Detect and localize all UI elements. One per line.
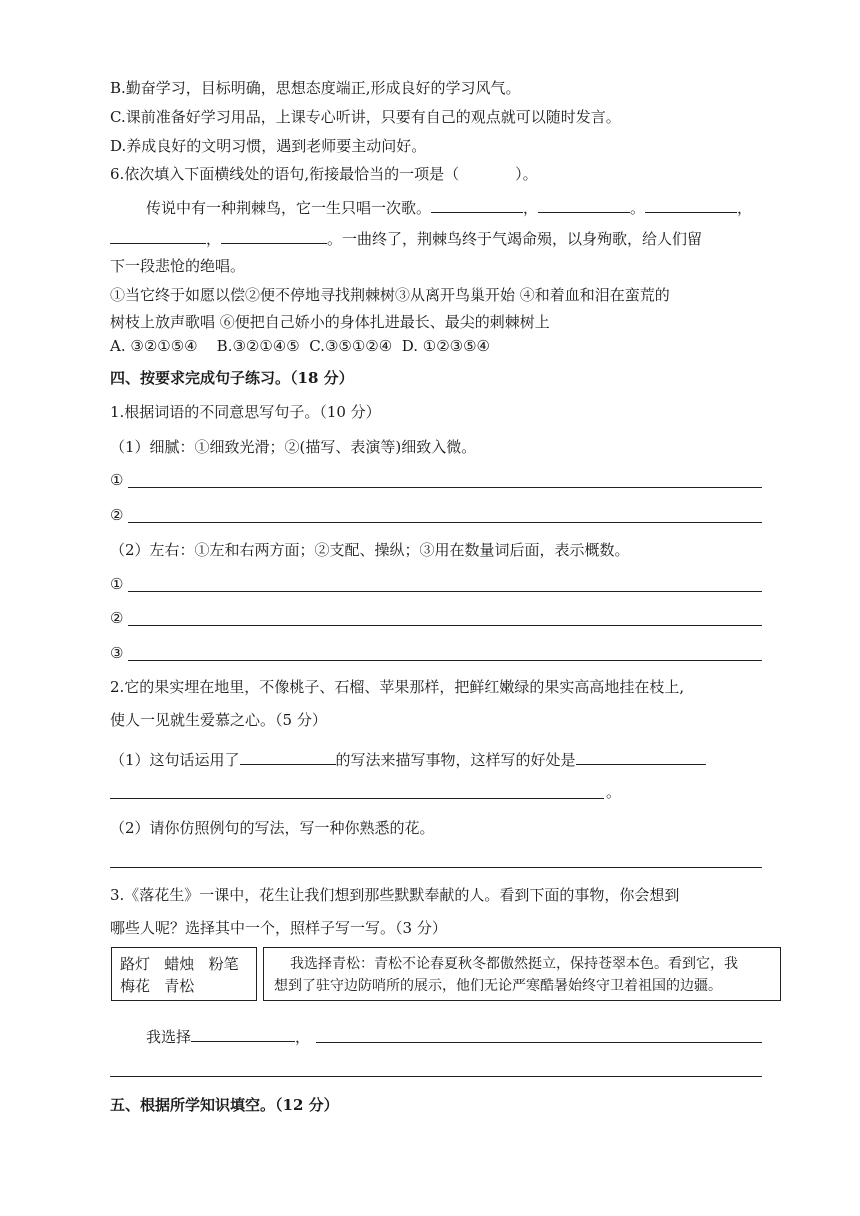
choice-blank[interactable] — [191, 1025, 295, 1042]
technique-blank[interactable] — [240, 748, 336, 765]
q6-blank-5[interactable] — [221, 227, 327, 244]
word-options-row2: 梅花 青松 — [120, 977, 195, 995]
choose-prompt: 我选择 ， — [146, 1025, 310, 1047]
q6-paragraph-line3: 下一段悲怆的绝唱。 — [110, 257, 246, 275]
q6-prompt: 6.依次填入下面横线处的语句,衔接最恰当的一项是（ ）。 — [110, 165, 538, 183]
answer-marker: ② — [110, 506, 124, 524]
answer-line[interactable] — [128, 522, 762, 523]
q6-paragraph-line1: 传说中有一种荆棘鸟，它一生只唱一次歌。 ， 。 ， — [146, 196, 752, 218]
q5-option-b: B.勤奋学习，目标明确，思想态度端正,形成良好的学习风气。 — [110, 79, 521, 97]
q4-3-line1: 3.《落花生》一课中，花生让我们想到那些默默奉献的人。看到下面的事物，你会想到 — [110, 886, 680, 904]
answer-line[interactable] — [128, 487, 762, 488]
q4-3-line2: 哪些人呢？选择其中一个，照样子写一写。（3 分） — [110, 919, 447, 937]
q5-option-c: C.课前准备好学习用品，上课专心听讲，只要有自己的观点就可以随时发言。 — [110, 108, 621, 126]
q4-2-line1: 2.它的果实埋在地里，不像桃子、石榴、苹果那样，把鲜红嫩绿的果实高高地挂在枝上, — [110, 678, 685, 696]
q6-items-line1: ①当它终于如愿以偿②便不停地寻找荆棘树③从离开鸟巢开始 ④和着血和泪在蛮荒的 — [110, 286, 670, 304]
word-options-box — [111, 947, 257, 1001]
answer-line[interactable] — [316, 1042, 762, 1043]
q4-2-line2: 使人一见就生爱慕之心。（5 分） — [110, 711, 327, 729]
q6-items-line2: 树枝上放声歌唱 ⑥便把自己娇小的身体扎进最长、最尖的刺棘树上 — [110, 313, 550, 331]
answer-line[interactable] — [128, 660, 762, 661]
word-options-row1: 路灯 蜡烛 粉笔 — [120, 955, 239, 973]
example-line1: 我选择青松：青松不论春夏秋冬都傲然挺立，保持苍翠本色。看到它，我 — [290, 956, 738, 972]
answer-marker: ③ — [110, 644, 124, 662]
q6-blank-3[interactable] — [645, 196, 737, 213]
answer-line[interactable] — [110, 798, 604, 799]
q4-2-2-prompt: （2）请你仿照例句的写法，写一种你熟悉的花。 — [110, 819, 435, 837]
q6-blank-1[interactable] — [431, 196, 523, 213]
answer-line[interactable] — [110, 867, 762, 868]
q6-blank-4[interactable] — [110, 227, 206, 244]
q4-1-title: 1.根据词语的不同意思写句子。（10 分） — [110, 403, 381, 421]
q6-paragraph-line2: ， 。一曲终了，荆棘鸟终于气竭命殒，以身殉歌，给人们留 — [110, 227, 702, 249]
q4-1-2-prompt: （2）左右：①左和右两方面；②支配、操纵；③用在数量词后面，表示概数。 — [110, 541, 630, 559]
answer-line[interactable] — [128, 591, 762, 592]
example-box — [263, 947, 781, 1001]
period-mark: 。 — [606, 783, 622, 801]
section-5-title: 五、根据所学知识填空。（12 分） — [110, 1096, 339, 1114]
q4-2-1-prompt: （1）这句话运用了 的写法来描写事物，这样写的好处是 — [110, 748, 706, 770]
benefit-blank[interactable] — [576, 748, 706, 765]
answer-marker: ① — [110, 471, 124, 489]
example-line2: 想到了驻守边防哨所的展示，他们无论严寒酷暑始终守卫着祖国的边疆。 — [274, 978, 722, 994]
answer-marker: ① — [110, 575, 124, 593]
q4-1-1-prompt: （1）细腻：①细致光滑；②(描写、表演等)细致入微。 — [110, 438, 477, 456]
answer-line[interactable] — [110, 1076, 762, 1077]
answer-marker: ② — [110, 609, 124, 627]
q5-option-d: D.养成良好的文明习惯，遇到老师要主动问好。 — [110, 137, 427, 155]
answer-line[interactable] — [128, 625, 762, 626]
section-4-title: 四、按要求完成句子练习。（18 分） — [110, 369, 354, 387]
q6-choices: A. ③②①⑤④ B.③②①④⑤ C.③⑤①②④ D. ①②③⑤④ — [110, 337, 490, 355]
q6-blank-2[interactable] — [538, 196, 630, 213]
